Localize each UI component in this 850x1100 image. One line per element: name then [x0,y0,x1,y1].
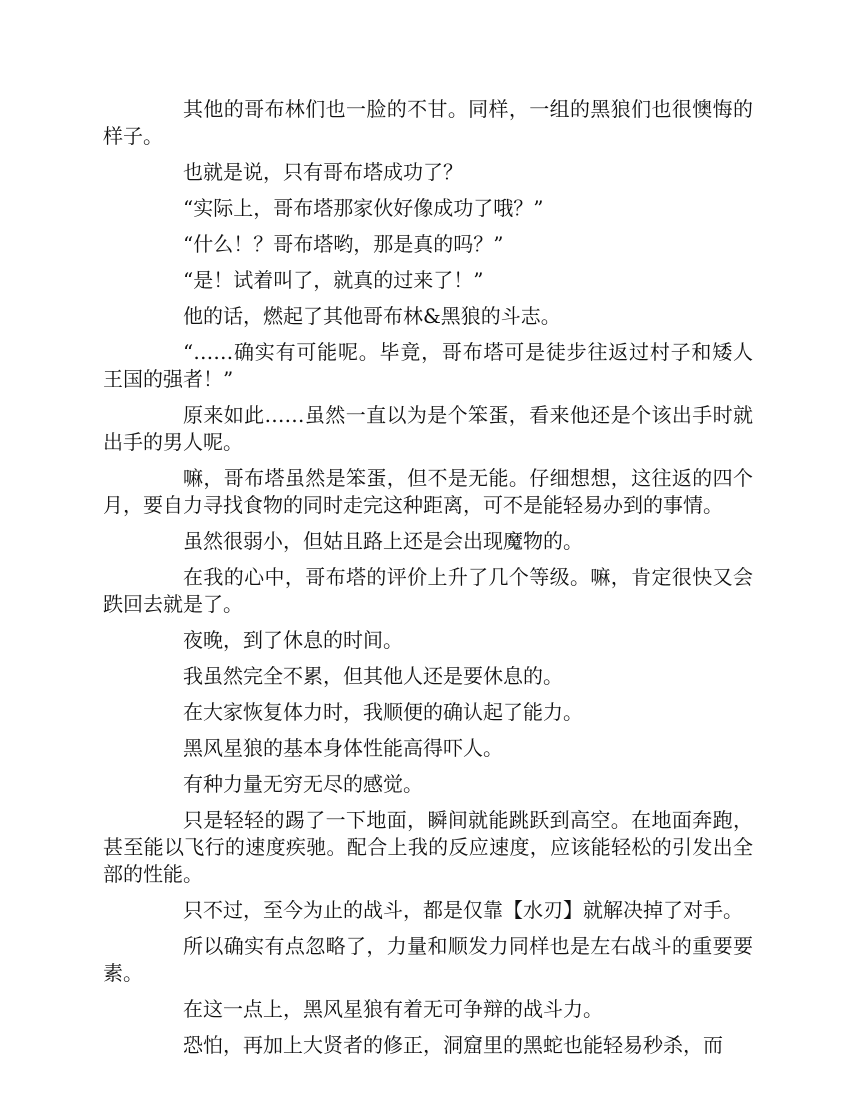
paragraph: 其他的哥布林们也一脸的不甘。同样，一组的黑狼们也很懊悔的样子。 [103,97,753,148]
body-text [103,96,753,1068]
paragraph: 嘛，哥布塔虽然是笨蛋，但不是无能。仔细想想，这往返的四个月，要自力寻找食物的同时走完这种距离，可不是能轻易办到的事情。 [103,466,753,517]
paragraph: “实际上，哥布塔那家伙好像成功了哦？” [183,196,544,220]
paragraph: 恐怕，再加上大贤者的修正，洞窟里的黑蛇也能轻易秒杀，而 [183,1033,723,1057]
paragraph: 黑风星狼的基本身体性能高得吓人。 [183,736,503,760]
paragraph: 他的话，燃起了其他哥布林&黑狼的斗志。 [183,304,561,328]
paragraph: “是！试着叫了，就真的过来了！” [183,268,484,292]
paragraph: 在这一点上，黑风星狼有着无可争辩的战斗力。 [183,997,603,1021]
paragraph: “什么！？哥布塔哟，那是真的吗？” [183,232,504,256]
paragraph: 所以确实有点忽略了，力量和顺发力同样也是左右战斗的重要要素。 [103,934,753,985]
paragraph: “……确实有可能呢。毕竟，哥布塔可是徒步往返过村子和矮人王国的强者！” [103,340,753,391]
paragraph: 我虽然完全不累，但其他人还是要休息的。 [183,664,563,688]
paragraph: 原来如此……虽然一直以为是个笨蛋，看来他还是个该出手时就出手的男人呢。 [103,403,753,454]
paragraph: 在我的心中，哥布塔的评价上升了几个等级。嘛，肯定很快又会跌回去就是了。 [103,565,753,616]
paragraph: 夜晚，到了休息的时间。 [183,628,403,652]
paragraph: 在大家恢复体力时，我顺便的确认起了能力。 [183,700,583,724]
paragraph: 只是轻轻的踢了一下地面，瞬间就能跳跃到高空。在地面奔跑，甚至能以飞行的速度疾驰。配合上我的反应速度，应该能轻松的引发出全部的性能。 [103,808,753,886]
paragraph: 只不过，至今为止的战斗，都是仅靠【水刃】就解决掉了对手。 [183,898,743,922]
paragraph: 有种力量无穷无尽的感觉。 [183,772,423,796]
paragraph: 虽然很弱小，但姑且路上还是会出现魔物的。 [183,529,583,553]
paragraph: 也就是说，只有哥布塔成功了？ [183,160,463,184]
